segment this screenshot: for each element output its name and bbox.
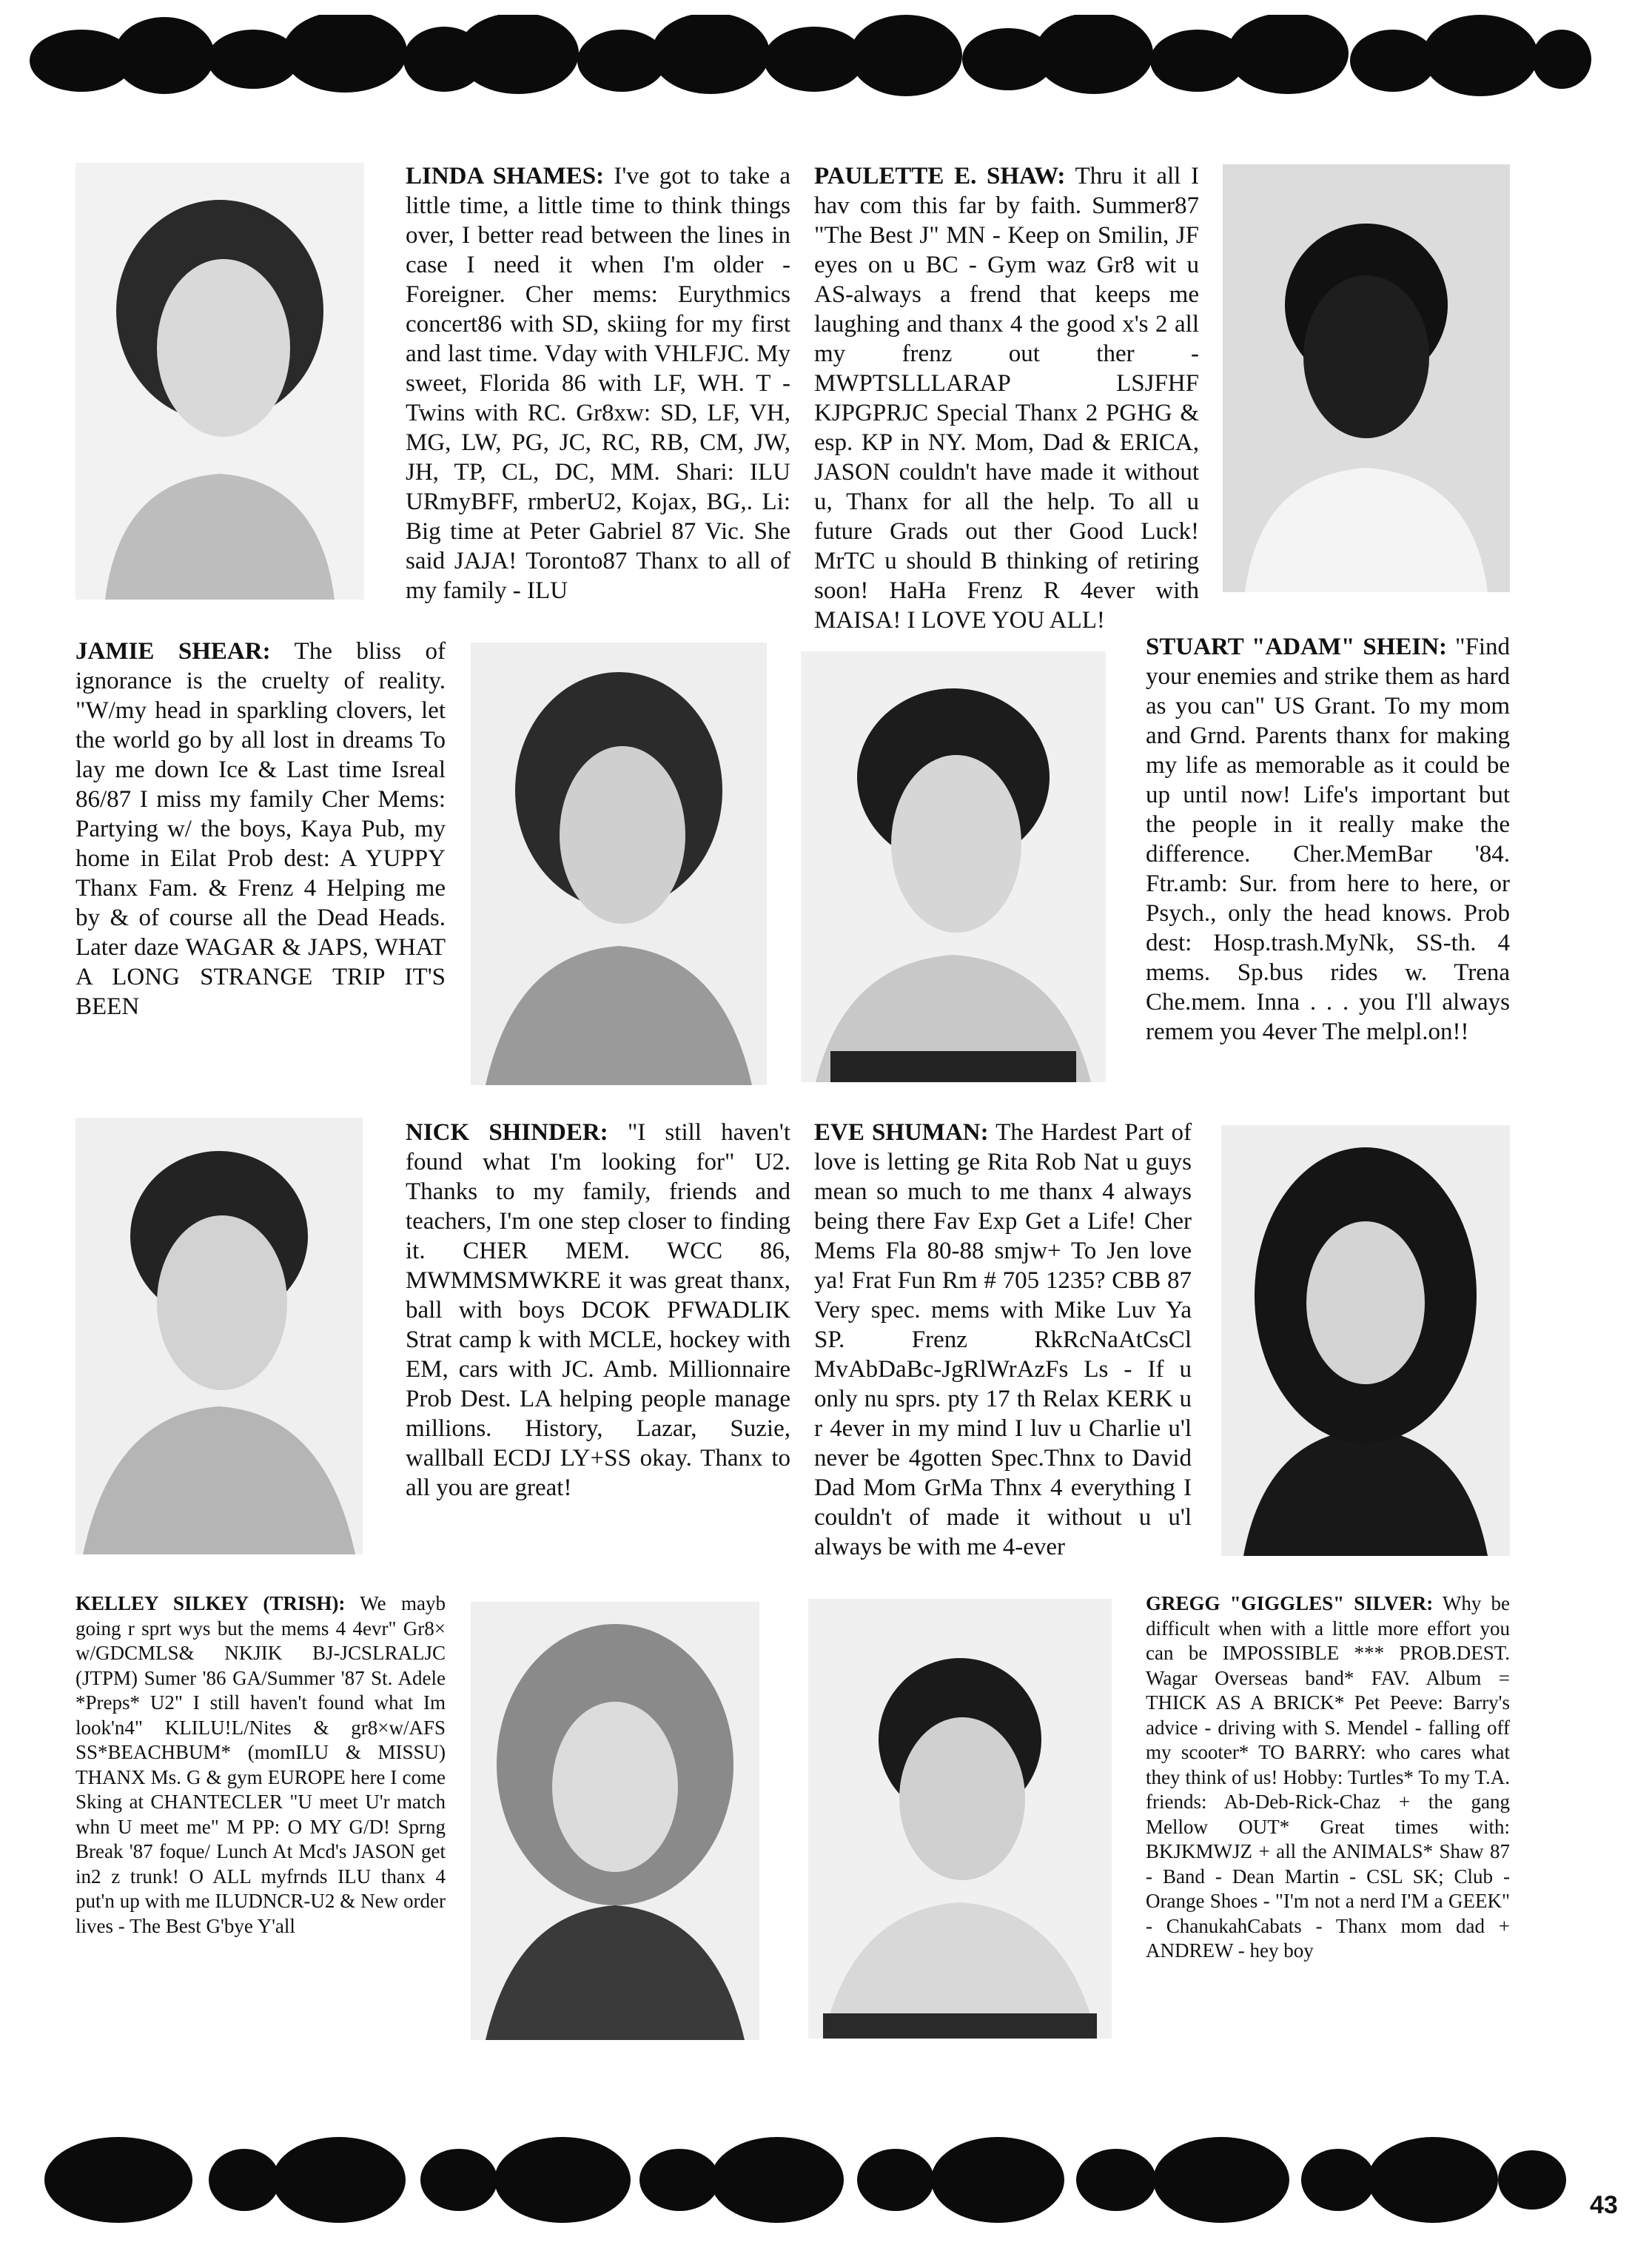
footprint-icon bbox=[44, 2137, 1566, 2223]
footprint-border-top bbox=[0, 15, 1652, 111]
student-photo-nick-shinder bbox=[75, 1118, 363, 1554]
student-bio bbox=[75, 637, 446, 1021]
student-name: PAULETTE E. SHAW: bbox=[814, 163, 1066, 189]
student-photo-kelley-silkey bbox=[471, 1602, 759, 2040]
student-text: We mayb going r sprt wys but the mems 4 4evr" Gr8× w/GDCMLS& NKJIK BJ-JCSLRALJC (JTPM) Sumer '86 GA/Summer '87 St. Adele *Preps* U2" I still haven't found what Im look'n4" KLILU!L/Nites & gr8×w/AFS SS*BEACHBUM* (momILU & MISSU) THANX Ms. G & gym EUROPE here I come Sking at CHANTECLER "U meet U'r match whn U meet me" M PP: O MY G/D! Sprng Break '87 foque/ Lunch At Mcd's JASON get in2 z trunk! O ALL myfrnds ILU thanx 4 put'n up with me ILUDNCR-U2 & New order lives - The Best G'bye Y'all bbox=[75, 1592, 446, 1937]
student-name: LINDA SHAMES: bbox=[406, 163, 605, 189]
student-photo-gregg-silver bbox=[808, 1599, 1112, 2039]
student-name: STUART "ADAM" SHEIN: bbox=[1146, 634, 1448, 660]
student-text: I've got to take a little time, a little time to think things over, I better read between the lines in case I need it when I'm older - Foreigner. Cher mems: Eurythmics concert86 with SD, skiing for my first and last time. Vday with VHLFJC. My sweet, Florida 86 with LF, WH. T - Twins with RC. Gr8xw: SD, LF, VH, MG, LW, PG, JC, RC, RB, CM, JW, JH, TP, CL, DC, MM. Shari: ILU URmyBFF, rmberU2, Kojax, BG,. Li: Big time at Peter Gabriel 87 Vic. She said JAJA! Toronto87 Thanx to all of my family - ILU bbox=[406, 163, 790, 604]
student-photo-stuart-shein bbox=[801, 651, 1106, 1082]
student-bio bbox=[406, 1118, 790, 1503]
student-text: Why be difficult when with a little more effort you can be IMPOSSIBLE *** PROB.DEST. Wagar Overseas band* FAV. Album = THICK AS A BRICK* Pet Peeve: Barry's advice - driving with S. Mendel - falling off my scooter* TO BARRY: who cares what they think of us! Hobby: Turtles* To my T.A. friends: Ab-Deb-Rick-Chaz + the gang Mellow OUT* Great times with: BKJKMWJZ + all the ANIMALS* Shaw 87 - Band - Dean Martin - CSL SK; Club - Orange Shoes - "I'm not a nerd I'M a GEEK" - ChanukahCabats - Thanx mom dad + ANDREW - hey boy bbox=[1146, 1592, 1511, 1962]
student-text: "Find your enemies and strike them as hard as you can" US Grant. To my mom and Grnd. Parents thanx for making my life as memorable as it could be up until now! Life's important but the people in it really make the difference. Cher.MemBar '84. Ftr.amb: Sur. from here to here, or Psych., only the head knows. Prob dest: Hosp.trash.MyNk, SS-th. 4 mems. Sp.bus rides w. Trena Che.mem. Inna . . . you I'll always remem you 4ever The melpl.on!! bbox=[1146, 634, 1510, 1045]
student-bio bbox=[814, 161, 1199, 635]
student-text: "I still haven't found what I'm looking for" U2. Thanks to my family, friends and teachers, I'm one step closer to finding it. CHER MEM. WCC 86, MWMMSMWKRE it was great thanx, ball with boys DCOK PFWADLIK Strat camp k with MCLE, hockey with EM, cars with JC. Amb. Millionnaire Prob Dest. LA helping people manage millions. History, Lazar, Suzie, wallball ECDJ LY+SS okay. Thanx to all you are great! bbox=[406, 1119, 790, 1501]
student-text: The bliss of ignorance is the cruelty of reality. "W/my head in sparkling clovers, let the world go by all lost in dreams To lay me down Ice & Last time Isreal 86/87 I miss my family Cher Mems: Partying w/ the boys, Kaya Pub, my home in Eilat Prob dest: A YUPPY Thanx Fam. & Frenz 4 Helping me by & of course all the Dead Heads. Later daze WAGAR & JAPS, WHAT A LONG STRANGE TRIP IT'S BEEN bbox=[75, 638, 446, 1020]
student-photo-eve-shuman bbox=[1221, 1125, 1510, 1556]
student-bio bbox=[1146, 1591, 1510, 1964]
student-bio bbox=[814, 1118, 1192, 1562]
footprint-icon bbox=[30, 15, 1591, 96]
student-text: The Hardest Part of love is letting ge Rita Rob Nat u guys mean so much to me thanx 4 always being there Fav Exp Get a Life! Cher Mems Fla 80-88 smjw+ To Jen love ya! Frat Fun Rm # 705 1235? CBB 87 Very spec. mems with Mike Luv Ya SP. Frenz RkRcNaAtCsCl MvAbDaBc-JgRlWrAzFs Ls - If u only nu sprs. pty 17 th Relax KERK u r 4ever in my mind I luv u Charlie u'l never be 4gotten Spec.Thnx to David Dad Mom GrMa Thnx 4 everything I couldn't of made it without u u'l always be with me 4-ever bbox=[814, 1119, 1192, 1560]
student-name: JAMIE SHEAR: bbox=[75, 638, 271, 665]
student-photo-linda-shames bbox=[75, 163, 364, 600]
student-name: KELLEY SILKEY (TRISH): bbox=[75, 1592, 346, 1614]
student-photo-paulette-shaw bbox=[1223, 164, 1510, 592]
student-text: Thru it all I hav com this far by faith. Summer87 "The Best J" MN - Keep on Smilin, JF eyes on u BC - Gym waz Gr8 wit u AS-always a frend that keeps me laughing and thanx 4 the good x's 2 all my frenz out ther - MWPTSLLLARAP LSJFHF KJPGPRJC Special Thanx 2 PGHG & esp. KP in NY. Mom, Dad & ERICA, JASON couldn't have made it without u, Thanx for all the help. To all u future Grads out ther Good Luck! MrTC u should B thinking of retiring soon! HaHa Frenz R 4ever with MAISA! I LOVE YOU ALL! bbox=[814, 163, 1199, 634]
student-photo-jamie-shear bbox=[471, 643, 767, 1085]
page-number: 43 bbox=[1590, 2191, 1618, 2219]
student-name: GREGG "GIGGLES" SILVER: bbox=[1146, 1592, 1434, 1614]
student-name: EVE SHUMAN: bbox=[814, 1119, 989, 1146]
student-bio bbox=[1146, 632, 1510, 1047]
footprint-border-bottom bbox=[0, 2132, 1652, 2228]
student-bio bbox=[75, 1591, 446, 1939]
student-bio bbox=[406, 161, 790, 605]
student-name: NICK SHINDER: bbox=[406, 1119, 608, 1146]
